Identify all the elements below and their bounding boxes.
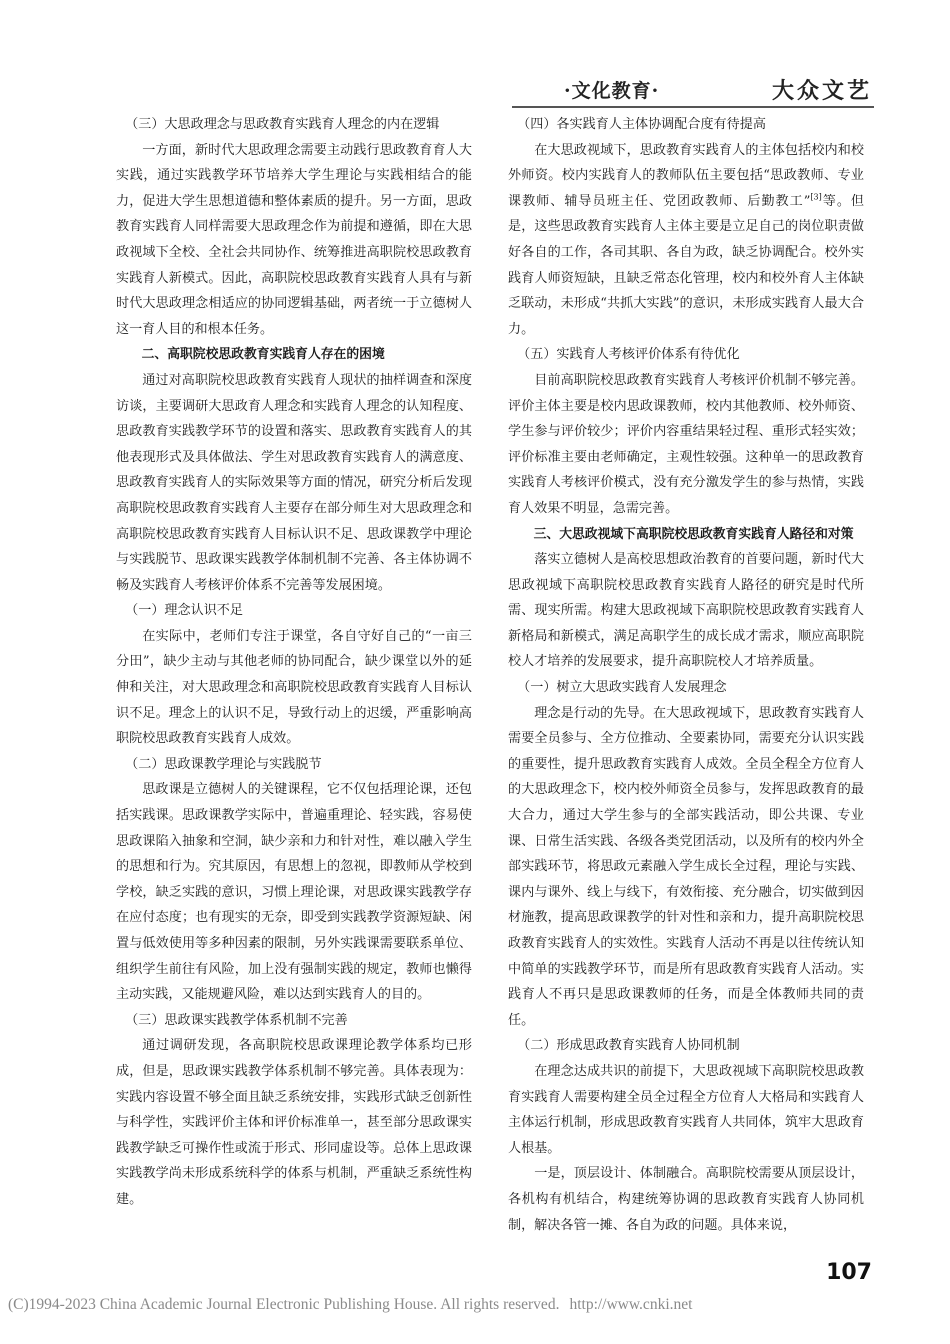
copyright-footer <box>8 1296 948 1314</box>
right-column <box>508 112 864 1238</box>
paragraph: 在理念达成共识的前提下，大思政视域下高职院校思政教育实践育人需要构建全员全过程全方位育人大格局和实践育人主体运行机制，形成思政教育实践育人共同体，筑牢大思政育人根基。 <box>508 1063 864 1156</box>
section-heading: 二、高职院校思政教育实践育人存在的困境 <box>141 347 385 363</box>
paragraph: 理念是行动的先导。在大思政视域下，思政教育实践育人需要全员参与、全方位推动、全要素协同，需要充分认识实践的重要性，提升思政教育实践育人成效。全员全程全方位育人的大思政理念下，校内校外师资全员参与，发挥思政教育的最大合力，通过大学生参与的全部实践活动，即公共课、专业课、日常生活实践、各级各类党团活动，以及所有的校内外全部实践环节，将思政元素融入学生成长全过程，理论与实践、课内与课外、线上与线下，有效衔接、充分融合，切实做到因材施教，提高思政课教学的针对性和亲和力，提升高职院校思政教育实践育人的实效性。实践育人活动不再是以往传统认知中简单的实践教学环节，而是所有思政教育实践育人活动。实践育人不再只是思政课教师的任务，而是全体教师共同的责任。 <box>508 705 864 1028</box>
paragraph: 目前高职院校思政教育实践育人考核评价机制不够完善。评价主体主要是校内思政课教师，校内其他教师、校外师资、学生参与评价较少；评价内容重结果轻过程、重形式轻实效；评价标准主要由老师确定，主观性较强。这种单一的思政教育实践育人考核评价模式，没有充分激发学生的参与热情，实践育人效果不明显，急需完善。 <box>508 372 864 516</box>
subheading: （一）树立大思政实践育人发展理念 <box>517 680 727 696</box>
subheading: （五）实践育人考核评价体系有待优化 <box>517 347 740 363</box>
paragraph: 通过调研发现，各高职院校思政课理论教学体系均已形成，但是，思政课实践教学体系机制不够完善。具体表现为：实践内容设置不够全面且缺乏系统安排，实践形式缺乏创新性与科学性，实践评价主体和评价标准单一，甚至部分思政课实践教学缺乏可操作性或流于形式、形同虚设等。总体上思政课实践教学尚未形成系统科学的体系与机制，严重缺乏系统性构建。 <box>116 1038 472 1207</box>
paragraph: 一是，顶层设计、体制融合。高职院校需要从顶层设计，各机构有机结合，构建统筹协调的思政教育实践育人协同机制，解决各管一摊、各自为政的问题。具体来说， <box>508 1166 864 1233</box>
subheading: （一）理念认识不足 <box>125 603 243 619</box>
page-number: 107 <box>826 1260 872 1285</box>
footer-url[interactable]: http://www.cnki.net <box>569 1296 693 1313</box>
section-heading: 三、大思政视域下高职院校思政教育实践育人路径和对策 <box>533 526 854 542</box>
journal-name: 大众文艺 <box>771 78 872 104</box>
paragraph: 在实际中，老师们专注于课堂，各自守好自己的“一亩三分田”，缺少主动与其他老师的协同配合，缺少课堂以外的延伸和关注，对大思政理念和高职院校思政教育实践育人目标认识不足。理念上的认识不足，导致行动上的迟缓，严重影响高职院校思政教育实践育人成效。 <box>116 628 472 747</box>
running-header <box>500 74 872 108</box>
paragraph-with-citation <box>508 138 864 343</box>
section-title: ·文化教育· <box>564 80 660 102</box>
paragraph: 落实立德树人是高校思想政治教育的首要问题，新时代大思政视域下高职院校思政教育实践育人路径的研究是时代所需、现实所需。构建大思政视域下高职院校思政教育实践育人新格局和新模式，满足高职学生的成长成才需求，顺应高职院校人才培养的发展要求，提升高职院校人才培养质量。 <box>508 552 864 670</box>
copyright-text: (C)1994-2023 China Academic Journal Electronic Publishing House. All rights reserved. <box>8 1296 560 1313</box>
subheading: （二）思政课教学理论与实践脱节 <box>125 756 322 772</box>
paragraph-text: 在大思政视域下，思政教育实践育人的主体包括校内和校外师资。校内实践育人的教师队伍主要包括“思政教师、专业课教师、辅导员班主任、党团政教师、后勤教工” <box>508 142 864 209</box>
paragraph-text-cont: 等。但是，这些思政教育实践育人主体主要是立足自己的岗位职责做好各自的工作，各司其职、各自为政，缺乏协调配合。校外实践育人师资短缺，且缺乏常态化管理，校内和校外育人主体缺乏联动，未形成“共抓大实践”的意识，未形成实践育人最大合力。 <box>508 193 864 337</box>
citation-ref: [3] <box>810 192 822 202</box>
paragraph: 思政课是立德树人的关键课程，它不仅包括理论课，还包括实践课。思政课教学实际中，普遍重理论、轻实践，容易使思政课陷入抽象和空洞，缺少亲和力和针对性，难以融入学生的思想和行为。究其原因，有思想上的忽视，即教师从学校到学校，缺乏实践的意识，习惯上理论课，对思政课实践教学存在应付态度；也有现实的无奈，即受到实践教学资源短缺、闲置与低效使用等多种因素的限制，另外实践课需要联系单位、组织学生前往有风险，加上没有强制实践的规定，教师也懒得主动实践，又能规避风险，难以达到实践育人的目的。 <box>116 782 472 1003</box>
paragraph: 一方面，新时代大思政理念需要主动践行思政教育育人大实践，通过实践教学环节培养大学生理论与实践相结合的能力，促进大学生思想道德和整体素质的提升。另一方面，思政教育实践育人同样需要大思政理念作为前提和遵循，即在大思政视域下全校、全社会共同协作、统筹推进高职院校思政教育实践育人新模式。因此，高职院校思政教育实践育人具有与新时代大思政理念相适应的协同逻辑基础，两者统一于立德树人这一育人目的和根本任务。 <box>116 142 472 337</box>
subheading: （四）各实践育人主体协调配合度有待提高 <box>517 117 766 132</box>
subheading: （三）大思政理念与思政教育实践育人理念的内在逻辑 <box>125 117 440 132</box>
left-column <box>116 112 472 1213</box>
header-divider <box>512 106 874 108</box>
subheading: （二）形成思政教育实践育人协同机制 <box>517 1038 740 1054</box>
paragraph: 通过对高职院校思政教育实践育人现状的抽样调查和深度访谈，主要调研大思政育人理念和实践育人理念的认知程度、思政教育实践教学环节的设置和落实、思政教育实践育人的其他表现形式及具体做法、学生对思政教育实践育人的满意度、思政教育实践育人的实际效果等方面的情况，研究分析后发现高职院校思政教育实践育人主要存在部分师生对大思政理念和高职院校思政教育实践育人目标认识不足、思政课教学中理论与实践脱节、思政课实践教学体制机制不完善、各主体协调不畅及实践育人考核评价体系不完善等发展困境。 <box>116 372 472 593</box>
subheading: （三）思政课实践教学体系机制不完善 <box>125 1012 348 1028</box>
